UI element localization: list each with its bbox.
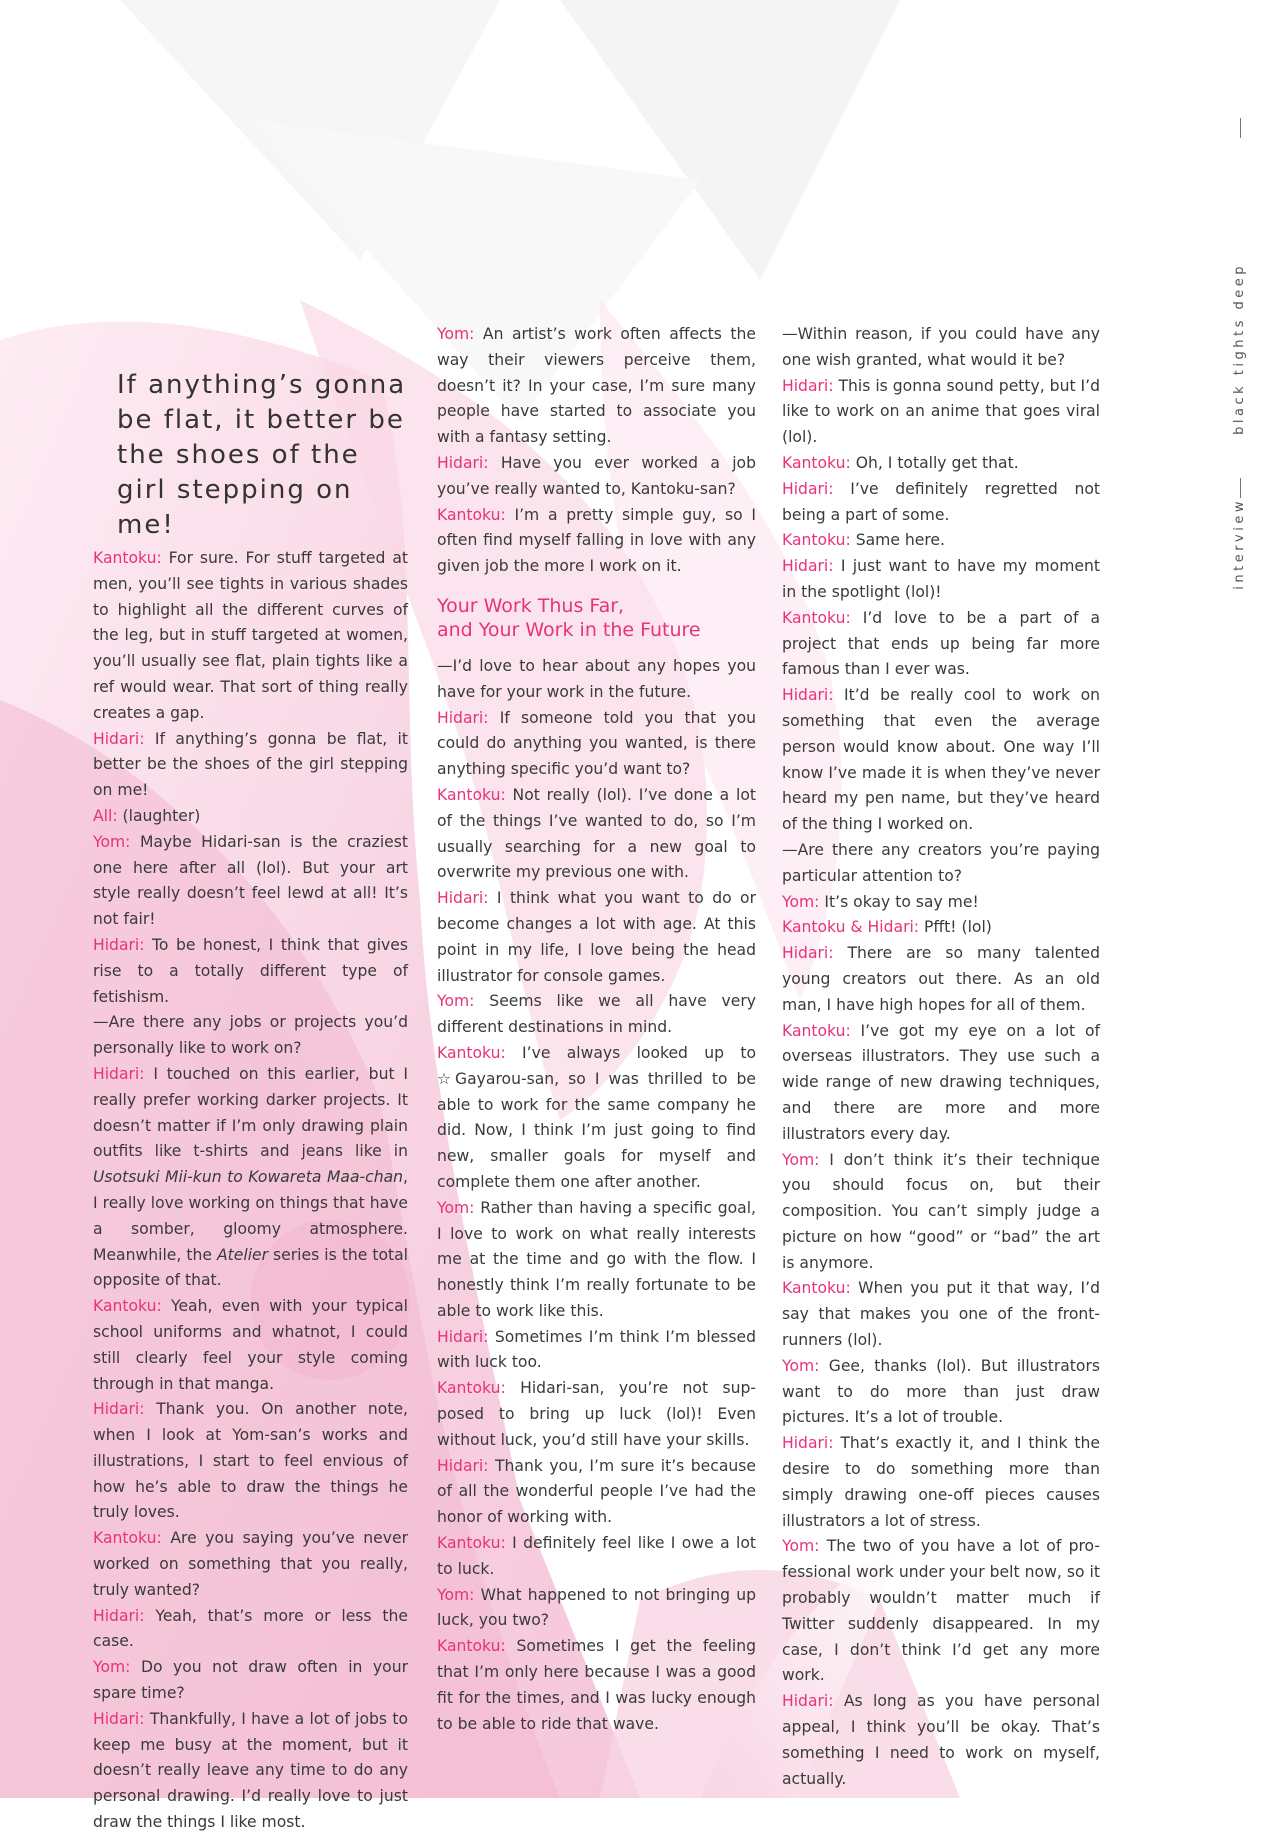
speaker-name: Hidari: [782,376,834,395]
dialogue-text: I’ve got my eye on a lot of overseas illustrators. They use such a wide range of new drawing techniques, and there are more and more illustrators every day. [782,1021,1100,1143]
dialogue-text: An artist’s work often affects the way their viewers perceive them, doesn’t it? In your case, I’m sure many people have started to associate you with a fantasy setting. [437,325,756,447]
dialogue-text: I’m a pretty simple guy, so I often find myself falling in love with any given job the more I work on it. [437,505,756,576]
dialogue-text: Hidari-san, you’re not sup-posed to bring up luck (lol)! Even without luck, you’d still have your skills. [437,1379,756,1449]
dialogue-text: This is gonna sound petty, but I’d like to work on an anime that goes viral (lol). [782,376,1100,447]
dialogue-text: , I really love working on things that have a somber, gloomy atmosphere. Meanwhile, the [93,1168,408,1264]
dialogue-text: Yeah, even with your typical school uniforms and whatnot, I could still clearly feel your style coming through in that manga. [93,1297,408,1393]
speaker-name: Yom: [437,1198,475,1217]
speaker-name: Hidari: [782,557,834,576]
dialogue-line [782,915,1100,941]
dialogue-line [93,804,408,830]
dialogue-line [93,933,408,1010]
pull-quote: If anything’s gonna be flat, it better be the shoes of the girl stepping on me! [117,370,407,540]
speaker-name: Hidari: [782,944,834,963]
dialogue-line [437,1041,756,1196]
speaker-name: Hidari: [93,1709,145,1728]
dialogue-line [93,1655,408,1707]
speaker-name: Kantoku: [437,1637,506,1656]
speaker-name: Yom: [93,832,131,851]
speaker-name: Kantoku & Hidari: [782,918,920,937]
dialogue-line [93,1707,408,1836]
dialogue-text: If anything’s gonna be flat, it better be the shoes of the girl stepping on me! [93,729,408,800]
dialogue-text: —Are there any creators you’re paying particular attention to? [782,840,1100,885]
dialogue-line [93,727,408,804]
speaker-name: Hidari: [437,708,489,727]
dialogue-text: —I’d love to hear about any hopes you have for your work in the future. [437,656,756,701]
dialogue-line [437,1325,756,1377]
dialogue-text: Rather than having a specific goal, I love to work on what really interests me at the time and go with the flow. I honestly think I’m really fortunate to be able to work like this. [437,1198,756,1320]
speaker-name: Hidari: [437,1456,489,1475]
dialogue-line [782,528,1100,554]
dialogue-text: It’d be really cool to work on something that even the average person would know about. One way I’ll know I’ve made it is when they’ve never heard my pen name, but they’ve heard of the thing I worked on. [782,686,1100,834]
dialogue-line [782,1431,1100,1534]
dialogue-line [782,477,1100,529]
text-column-3 [782,322,1100,1792]
dialogue-line [437,1376,756,1453]
speaker-name: Yom: [93,1658,131,1677]
section-heading-line-1: Your Work Thus Far, [437,594,625,617]
dialogue-text: Are you saying you’ve never worked on something that you really, truly wanted? [93,1529,408,1599]
speaker-name: Kantoku: [782,1021,851,1040]
dialogue-text: I don’t think it’s their technique you should focus on, but their composition. You can’t simply judge a picture on how “good” or “bad” the art is anymore. [782,1150,1100,1272]
dialogue-text: If someone told you that you could do anything you wanted, is there anything specific you’d want to? [437,708,756,779]
speaker-name: Hidari: [782,1692,834,1711]
title-text: Usotsuki Mii-kun to Kowareta Maa-chan [93,1168,404,1187]
dialogue-line [782,606,1100,683]
speaker-name: Hidari: [93,729,145,748]
column-2-top-dialogue [437,322,756,580]
speaker-name: Yom: [437,992,475,1011]
dialogue-text: Seems like we all have very different destinations in mind. [437,992,756,1037]
dialogue-line [437,1583,756,1635]
title-text: Atelier [216,1245,269,1264]
dialogue-text: —Are there any jobs or projects you’d personally like to work on? [93,1013,408,1058]
dialogue-line [782,374,1100,451]
dialogue-line [93,1294,408,1397]
speaker-name: Hidari: [782,686,834,705]
speaker-name: Kantoku: [437,505,506,524]
speaker-name: Hidari: [437,889,489,908]
dialogue-text: I definitely feel like I owe a lot to luck. [437,1534,756,1578]
running-head-section: interview [1232,498,1247,590]
running-head-title: black tights deep [1232,263,1247,435]
dialogue-text: Pfft! (lol) [919,918,992,937]
dialogue-text: Sometimes I’m think I’m blessed with luck too. [437,1327,756,1372]
dialogue-line [782,1148,1100,1277]
dialogue-line [782,1019,1100,1148]
speaker-name: Hidari: [93,1400,145,1419]
dialogue-line [437,503,756,580]
dialogue-text: I’d love to be a part of a project that ends up being far more famous than I ever was. [782,608,1100,679]
dialogue-line [782,683,1100,838]
dialogue-text: It’s okay to say me! [819,892,979,911]
speaker-name: Kantoku: [437,1534,506,1553]
speaker-name: Hidari: [782,1434,834,1453]
dialogue-line [437,886,756,989]
dialogue-text: The two of you have a lot of pro-fessional work under your belt now, so it probably wouldn’t matter much if Twitter suddenly disappeared. In my case, I don’t think I’d get any more work. [782,1537,1100,1685]
dialogue-text: Yeah, that’s more or less the case. [93,1606,408,1651]
dialogue-text: (laughter) [117,806,201,825]
dialogue-text: What happened to not bringing up luck, you two? [437,1585,756,1630]
dialogue-text: Do you not draw often in your spare time? [93,1658,408,1703]
dialogue-line [782,451,1100,477]
speaker-name: Kantoku: [437,1379,506,1398]
dialogue-text: I just want to have my moment in the spotlight (lol)! [782,557,1100,601]
dialogue-line [782,890,1100,916]
dialogue-text: series is the total opposite of that. [93,1245,408,1290]
speaker-name: Yom: [782,1150,820,1169]
speaker-name: Kantoku: [93,1297,162,1316]
dialogue-line [93,1062,408,1294]
speaker-name: Kantoku: [93,1529,162,1548]
dialogue-line [782,554,1100,606]
speaker-name: Yom: [782,1537,820,1556]
speaker-name: Kantoku: [782,608,851,627]
dialogue-line [93,546,408,727]
dialogue-line [437,989,756,1041]
dialogue-line [437,322,756,451]
speaker-name: Hidari: [93,935,145,954]
dialogue-text: I’ve always looked up to ☆Gayarou-san, so I was thrilled to be able to work for the same company he did. Now, I think I’m just going to find new, smaller goals for myself and complete them one after another. [437,1043,756,1191]
column-2-bottom-dialogue [437,654,756,1737]
speaker-name: Hidari: [93,1606,145,1625]
dialogue-text: Oh, I totally get that. [850,453,1019,472]
speaker-name: Hidari: [782,479,834,498]
speaker-name: Kantoku: [437,785,506,804]
running-head-divider [1240,478,1241,498]
dialogue-line [782,1534,1100,1689]
interviewer-question [93,1010,408,1062]
dialogue-line [782,1276,1100,1353]
interviewer-question [782,322,1100,374]
dialogue-line [93,1397,408,1526]
dialogue-line [782,1354,1100,1431]
dialogue-line [437,783,756,886]
dialogue-line [93,830,408,933]
running-head [1232,118,1250,590]
dialogue-text: As long as you have personal appeal, I think you’ll be okay. That’s something I need to work on myself, actually. [782,1692,1100,1788]
dialogue-line [782,941,1100,1018]
speaker-name: Hidari: [437,453,489,472]
dialogue-line [437,1196,756,1325]
interviewer-question [437,654,756,706]
speaker-name: Kantoku: [437,1043,506,1062]
dialogue-line [782,1689,1100,1792]
text-column-1 [93,546,408,1836]
speaker-name: Yom: [782,1356,820,1375]
dialogue-text: For sure. For stuff targeted at men, you’ll see tights in various shades to highlight all the different curves of the leg, but in stuff targeted at women, you’ll usually see flat, plain tights like a ref would wear. That sort of thing really creates a gap. [93,549,408,722]
speaker-name: All: [93,806,118,825]
dialogue-line [437,1454,756,1531]
speaker-name: Kantoku: [782,1279,851,1298]
dialogue-text: Gee, thanks (lol). But illustrators want to do more than just draw pictures. It’s a lot of trouble. [782,1356,1100,1427]
dialogue-text: Same here. [850,531,945,550]
speaker-name: Hidari: [437,1327,489,1346]
dialogue-text: I think what you want to do or become changes a lot with age. At this point in my life, I love being the head illustrator for console games. [437,889,756,985]
interviewer-question [782,838,1100,890]
dialogue-text: Maybe Hidari-san is the craziest one here after all (lol). But your art style really doesn’t feel lewd at all! It’s not fair! [93,832,408,929]
dialogue-line [437,1531,756,1583]
dialogue-text: Thankfully, I have a lot of jobs to keep me busy at the moment, but it doesn’t really leave any time to do any personal drawing. I’d really love to just draw the things I like most. [93,1709,408,1832]
speaker-name: Kantoku: [782,531,851,550]
dialogue-text: There are so many talented young creators out there. As an old man, I have high hopes for all of them. [782,944,1100,1014]
dialogue-text: —Within reason, if you could have any one wish granted, what would it be? [782,325,1100,369]
dialogue-text: That’s exactly it, and I think the desire to do something more than simply drawing one-off pieces causes illustrators a lot of stress. [782,1434,1100,1530]
dialogue-line [437,706,756,783]
dialogue-line [93,1604,408,1656]
speaker-name: Hidari: [93,1064,145,1083]
dialogue-text: Not really (lol). I’ve done a lot of the things I’ve wanted to do, so I’m usually searching for a new goal to overwrite my previous one with. [437,785,756,882]
dialogue-text: Thank you, I’m sure it’s because of all the wonderful people I’ve had the honor of working with. [437,1456,756,1527]
speaker-name: Yom: [437,1585,475,1604]
section-heading [437,594,756,642]
text-column-2 [437,322,756,1737]
speaker-name: Kantoku: [782,453,851,472]
speaker-name: Yom: [782,892,820,911]
dialogue-text: I touched on this earlier, but I really prefer working darker projects. It doesn’t matter if I’m only drawing plain outfits like t-shirts and jeans like in [93,1064,408,1161]
dialogue-text: I’ve definitely regretted not being a part of some. [782,479,1100,524]
section-heading-line-2: and Your Work in the Future [437,618,701,641]
dialogue-text: When you put it that way, I’d say that makes you one of the front-runners (lol). [782,1279,1100,1350]
dialogue-line [437,1634,756,1737]
dialogue-text: Have you ever worked a job you’ve really wanted to, Kantoku-san? [437,453,756,498]
speaker-name: Yom: [437,325,475,343]
dialogue-text: To be honest, I think that gives rise to a totally different type of fetishism. [93,935,408,1006]
speaker-name: Kantoku: [93,549,162,567]
running-head-divider [1240,118,1241,138]
dialogue-text: Sometimes I get the feeling that I’m only here because I was a good fit for the times, and I was lucky enough to be able to ride that wave. [437,1637,756,1733]
dialogue-line [93,1526,408,1603]
dialogue-text: Thank you. On another note, when I look at Yom-san’s works and illustrations, I start to feel envious of how he’s able to draw the things he truly loves. [93,1400,408,1522]
dialogue-line [437,451,756,503]
